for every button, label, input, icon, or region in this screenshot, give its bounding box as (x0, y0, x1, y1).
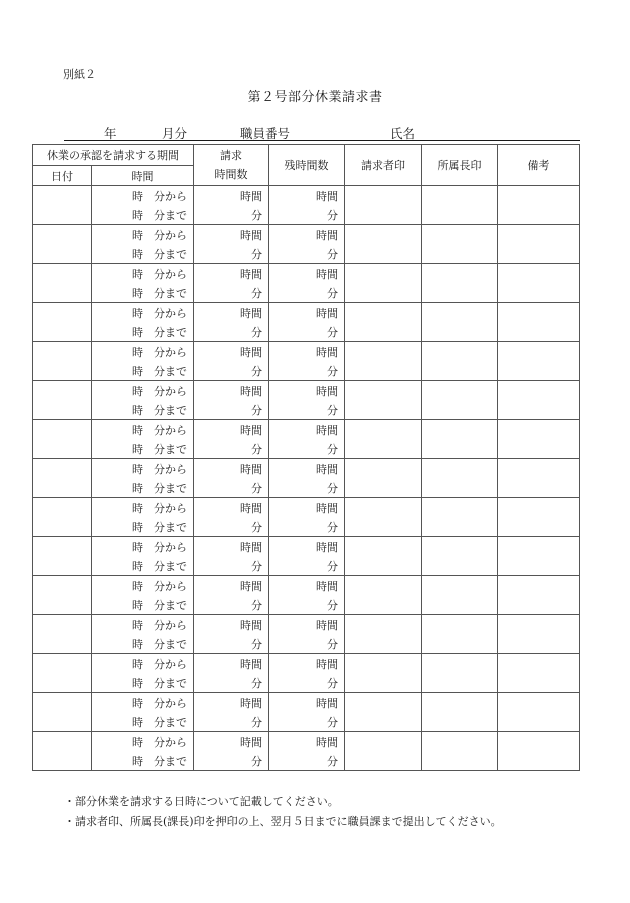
request-hours-cell[interactable]: 時間 (194, 225, 269, 245)
staff-number-label: 職員番号 (240, 126, 291, 141)
document-title: 第２号部分休業請求書 (247, 90, 383, 105)
remaining-hours-cell[interactable]: 時間 (269, 576, 345, 596)
date-cell[interactable] (33, 420, 92, 459)
date-cell[interactable] (33, 381, 92, 420)
date-cell[interactable] (33, 225, 92, 264)
request-hours-cell[interactable]: 時間 (194, 459, 269, 479)
remarks-cell[interactable] (498, 459, 580, 498)
table-row (33, 732, 580, 752)
request-hours-cell[interactable]: 時間 (194, 537, 269, 557)
header-info-line (64, 124, 580, 141)
time-from-cell[interactable]: 時 分から (92, 615, 194, 635)
time-to-cell[interactable]: 時 分まで (92, 439, 194, 459)
requester-seal-cell[interactable] (345, 420, 422, 459)
header-request-line1: 請求 (220, 149, 242, 162)
request-hours-cell[interactable]: 時間 (194, 186, 269, 206)
request-minutes-cell[interactable]: 分 (194, 361, 269, 381)
table-row (33, 537, 580, 557)
requester-seal-cell[interactable] (345, 381, 422, 420)
time-to-cell[interactable]: 時 分まで (92, 673, 194, 693)
table-row (33, 342, 580, 362)
manager-seal-cell[interactable] (422, 264, 498, 303)
request-hours-cell[interactable]: 時間 (194, 342, 269, 362)
remarks-cell[interactable] (498, 498, 580, 537)
remaining-minutes-cell[interactable]: 分 (269, 205, 345, 225)
month-label: 月分 (162, 126, 188, 141)
request-minutes-cell[interactable]: 分 (194, 439, 269, 459)
manager-seal-cell[interactable] (422, 498, 498, 537)
manager-seal-cell[interactable] (422, 186, 498, 225)
time-to-cell[interactable]: 時 分まで (92, 556, 194, 576)
request-hours-cell[interactable]: 時間 (194, 576, 269, 596)
request-hours-cell[interactable]: 時間 (194, 420, 269, 440)
date-cell[interactable] (33, 576, 92, 615)
requester-seal-cell[interactable] (345, 576, 422, 615)
request-minutes-cell[interactable]: 分 (194, 283, 269, 303)
request-hours-cell[interactable]: 時間 (194, 264, 269, 284)
remaining-hours-cell[interactable]: 時間 (269, 693, 345, 713)
table-row (33, 381, 580, 401)
time-from-cell[interactable]: 時 分から (92, 381, 194, 401)
request-hours-cell[interactable]: 時間 (194, 303, 269, 323)
manager-seal-cell[interactable] (422, 342, 498, 381)
remarks-cell[interactable] (498, 264, 580, 303)
time-to-cell[interactable]: 時 分まで (92, 322, 194, 342)
remaining-minutes-cell[interactable]: 分 (269, 673, 345, 693)
table-row (33, 615, 580, 635)
header-remarks: 備考 (498, 145, 580, 186)
remaining-hours-cell[interactable]: 時間 (269, 381, 345, 401)
request-minutes-cell[interactable]: 分 (194, 751, 269, 771)
manager-seal-cell[interactable] (422, 225, 498, 264)
remarks-cell[interactable] (498, 303, 580, 342)
remaining-hours-cell[interactable]: 時間 (269, 264, 345, 284)
remaining-hours-cell[interactable]: 時間 (269, 303, 345, 323)
request-minutes-cell[interactable]: 分 (194, 400, 269, 420)
time-to-cell[interactable]: 時 分まで (92, 595, 194, 615)
time-from-cell[interactable]: 時 分から (92, 186, 194, 206)
remaining-hours-cell[interactable]: 時間 (269, 654, 345, 674)
time-from-cell[interactable]: 時 分から (92, 693, 194, 713)
remaining-minutes-cell[interactable]: 分 (269, 595, 345, 615)
remaining-minutes-cell[interactable]: 分 (269, 634, 345, 654)
request-hours-cell[interactable]: 時間 (194, 381, 269, 401)
request-minutes-cell[interactable]: 分 (194, 478, 269, 498)
request-minutes-cell[interactable]: 分 (194, 556, 269, 576)
remarks-cell[interactable] (498, 225, 580, 264)
header-approval-period: 休業の承認を請求する期間 (33, 145, 194, 166)
requester-seal-cell[interactable] (345, 225, 422, 264)
header-manager-seal: 所属長印 (422, 145, 498, 186)
manager-seal-cell[interactable] (422, 303, 498, 342)
date-cell[interactable] (33, 615, 92, 654)
remaining-hours-cell[interactable]: 時間 (269, 537, 345, 557)
time-to-cell[interactable]: 時 分まで (92, 361, 194, 381)
date-cell[interactable] (33, 303, 92, 342)
manager-seal-cell[interactable] (422, 459, 498, 498)
manager-seal-cell[interactable] (422, 537, 498, 576)
request-hours-cell[interactable]: 時間 (194, 654, 269, 674)
note-line-2: ・請求者印、所属長(課長)印を押印の上、翌月５日までに職員課まで提出してください。 (64, 815, 502, 828)
header-time: 時間 (92, 166, 194, 186)
remaining-hours-cell[interactable]: 時間 (269, 498, 345, 518)
time-from-cell[interactable]: 時 分から (92, 459, 194, 479)
time-from-cell[interactable]: 時 分から (92, 537, 194, 557)
remaining-hours-cell[interactable]: 時間 (269, 732, 345, 752)
requester-seal-cell[interactable] (345, 654, 422, 693)
remarks-cell[interactable] (498, 654, 580, 693)
time-from-cell[interactable]: 時 分から (92, 498, 194, 518)
remaining-hours-cell[interactable]: 時間 (269, 420, 345, 440)
request-minutes-cell[interactable]: 分 (194, 712, 269, 732)
remaining-minutes-cell[interactable]: 分 (269, 751, 345, 771)
requester-seal-cell[interactable] (345, 303, 422, 342)
request-hours-cell[interactable]: 時間 (194, 615, 269, 635)
table-row (33, 420, 580, 440)
form-notes (64, 792, 502, 832)
time-to-cell[interactable]: 時 分まで (92, 517, 194, 537)
remarks-cell[interactable] (498, 381, 580, 420)
remaining-minutes-cell[interactable]: 分 (269, 400, 345, 420)
time-from-cell[interactable]: 時 分から (92, 732, 194, 752)
remaining-minutes-cell[interactable]: 分 (269, 517, 345, 537)
remaining-hours-cell[interactable]: 時間 (269, 186, 345, 206)
manager-seal-cell[interactable] (422, 654, 498, 693)
remarks-cell[interactable] (498, 420, 580, 459)
remaining-minutes-cell[interactable]: 分 (269, 283, 345, 303)
remarks-cell[interactable] (498, 186, 580, 225)
request-minutes-cell[interactable]: 分 (194, 205, 269, 225)
manager-seal-cell[interactable] (422, 576, 498, 615)
requester-seal-cell[interactable] (345, 693, 422, 732)
time-from-cell[interactable]: 時 分から (92, 303, 194, 323)
date-cell[interactable] (33, 186, 92, 225)
date-cell[interactable] (33, 537, 92, 576)
requester-seal-cell[interactable] (345, 615, 422, 654)
table-row (33, 576, 580, 596)
table-row (33, 303, 580, 323)
header-request-hours (194, 145, 269, 186)
remaining-hours-cell[interactable]: 時間 (269, 615, 345, 635)
request-minutes-cell[interactable]: 分 (194, 595, 269, 615)
remaining-hours-cell[interactable]: 時間 (269, 342, 345, 362)
date-cell[interactable] (33, 264, 92, 303)
manager-seal-cell[interactable] (422, 615, 498, 654)
requester-seal-cell[interactable] (345, 732, 422, 771)
document-reference-label: 別紙２ (63, 68, 96, 81)
time-to-cell[interactable]: 時 分まで (92, 634, 194, 654)
time-from-cell[interactable]: 時 分から (92, 576, 194, 596)
remarks-cell[interactable] (498, 576, 580, 615)
manager-seal-cell[interactable] (422, 381, 498, 420)
remaining-minutes-cell[interactable]: 分 (269, 361, 345, 381)
time-from-cell[interactable]: 時 分から (92, 654, 194, 674)
remaining-minutes-cell[interactable]: 分 (269, 712, 345, 732)
requester-seal-cell[interactable] (345, 498, 422, 537)
time-from-cell[interactable]: 時 分から (92, 420, 194, 440)
remaining-hours-cell[interactable]: 時間 (269, 459, 345, 479)
time-to-cell[interactable]: 時 分まで (92, 283, 194, 303)
request-hours-cell[interactable]: 時間 (194, 498, 269, 518)
time-to-cell[interactable]: 時 分まで (92, 751, 194, 771)
name-label: 氏名 (390, 126, 416, 141)
table-row (33, 459, 580, 479)
table-row (33, 264, 580, 284)
remarks-cell[interactable] (498, 732, 580, 771)
time-to-cell[interactable]: 時 分まで (92, 205, 194, 225)
requester-seal-cell[interactable] (345, 264, 422, 303)
remarks-cell[interactable] (498, 342, 580, 381)
requester-seal-cell[interactable] (345, 186, 422, 225)
time-from-cell[interactable]: 時 分から (92, 225, 194, 245)
date-cell[interactable] (33, 498, 92, 537)
year-label: 年 (104, 126, 117, 141)
request-minutes-cell[interactable]: 分 (194, 673, 269, 693)
remaining-minutes-cell[interactable]: 分 (269, 478, 345, 498)
table-row (33, 693, 580, 713)
time-from-cell[interactable]: 時 分から (92, 342, 194, 362)
leave-request-table (32, 144, 580, 771)
time-to-cell[interactable]: 時 分まで (92, 400, 194, 420)
table-row (33, 225, 580, 245)
manager-seal-cell[interactable] (422, 420, 498, 459)
time-to-cell[interactable]: 時 分まで (92, 244, 194, 264)
header-request-line2: 時間数 (214, 168, 248, 181)
date-cell[interactable] (33, 654, 92, 693)
date-cell[interactable] (33, 693, 92, 732)
request-minutes-cell[interactable]: 分 (194, 322, 269, 342)
requester-seal-cell[interactable] (345, 342, 422, 381)
note-line-1: ・部分休業を請求する日時について記載してください。 (64, 795, 339, 808)
table-row (33, 498, 580, 518)
request-minutes-cell[interactable]: 分 (194, 517, 269, 537)
date-cell[interactable] (33, 732, 92, 771)
remaining-minutes-cell[interactable]: 分 (269, 439, 345, 459)
remarks-cell[interactable] (498, 615, 580, 654)
remaining-minutes-cell[interactable]: 分 (269, 556, 345, 576)
remaining-hours-cell[interactable]: 時間 (269, 225, 345, 245)
header-remaining-hours: 残時間数 (269, 145, 345, 186)
request-minutes-cell[interactable]: 分 (194, 244, 269, 264)
header-requester-seal: 請求者印 (345, 145, 422, 186)
request-hours-cell[interactable]: 時間 (194, 693, 269, 713)
time-to-cell[interactable]: 時 分まで (92, 712, 194, 732)
time-from-cell[interactable]: 時 分から (92, 264, 194, 284)
table-body (33, 186, 580, 771)
remarks-cell[interactable] (498, 537, 580, 576)
table-row (33, 186, 580, 206)
date-cell[interactable] (33, 342, 92, 381)
manager-seal-cell[interactable] (422, 732, 498, 771)
time-to-cell[interactable]: 時 分まで (92, 478, 194, 498)
date-cell[interactable] (33, 459, 92, 498)
requester-seal-cell[interactable] (345, 537, 422, 576)
remaining-minutes-cell[interactable]: 分 (269, 244, 345, 264)
request-minutes-cell[interactable]: 分 (194, 634, 269, 654)
header-date: 日付 (33, 166, 92, 186)
remaining-minutes-cell[interactable]: 分 (269, 322, 345, 342)
requester-seal-cell[interactable] (345, 459, 422, 498)
remarks-cell[interactable] (498, 693, 580, 732)
table-row (33, 654, 580, 674)
request-hours-cell[interactable]: 時間 (194, 732, 269, 752)
manager-seal-cell[interactable] (422, 693, 498, 732)
